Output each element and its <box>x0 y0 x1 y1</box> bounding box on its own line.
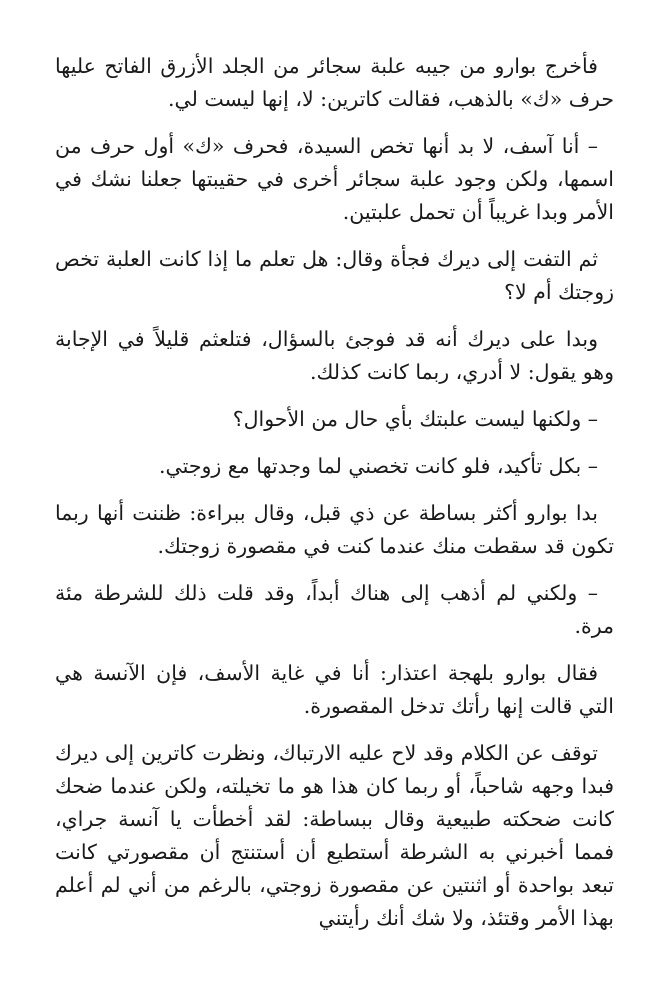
book-page <box>55 50 614 949</box>
paragraph-8: – ولكني لم أذهب إلى هناك أبداً، وقد قلت ذلك للشرطة مئة مرة. <box>55 581 614 638</box>
paragraph-7: بدا بوارو أكثر بساطة عن ذي قبل، وقال ببراءة: ظننت أنها ربما تكون قد سقطت منك عندما كنت في مقصورة زوجتك. <box>55 501 614 558</box>
paragraph-2: – أنا آسف، لا بد أنها تخص السيدة، فحرف «ك» أول حرف من اسمها، ولكن وجود علبة سجائر أخرى في حقيبتها جعلنا نشك في الأمر وبدا غريباً أن تحمل علبتين. <box>55 134 614 224</box>
paragraph-3: ثم التفت إلى ديرك فجأة وقال: هل تعلم ما إذا كانت العلبة تخص زوجتك أم لا؟ <box>55 247 614 304</box>
paragraph-4: وبدا على ديرك أنه قد فوجئ بالسؤال، فتلعثم قليلاً في الإجابة وهو يقول: لا أدري، ربما كانت كذلك. <box>55 327 614 384</box>
paragraph-5: – ولكنها ليست علبتك بأي حال من الأحوال؟ <box>232 407 598 431</box>
paragraph-9: فقال بوارو بلهجة اعتذار: أنا في غاية الأسف، فإن الآنسة هي التي قالت إنها رأتك تدخل المقصورة. <box>55 661 614 718</box>
paragraph-6: – بكل تأكيد، فلو كانت تخصني لما وجدتها مع زوجتي. <box>159 454 598 478</box>
paragraph-1: فأخرج بوارو من جيبه علبة سجائر من الجلد الأزرق الفاتح عليها حرف «ك» بالذهب، فقالت كاترين: لا، إنها ليست لي. <box>55 54 614 111</box>
paragraph-10: توقف عن الكلام وقد لاح عليه الارتباك، ونظرت كاترين إلى ديرك فبدا وجهه شاحباً، أو ربما كان هذا هو ما تخيلته، ولكن عندما ضحك كانت ضحكته طبيعية وقال ببساطة: لقد أخطأت يا آنسة جراي، فمما أخبرني به الشرطة أستطيع أن أستنتج أن مقصورتي كانت تبعد بواحدة أو اثنتين عن مقصورة زوجتي، بالرغم من أني لم أعلم بهذا الأمر وقتئذ، ولا شك أنك رأيتني <box>55 741 614 930</box>
